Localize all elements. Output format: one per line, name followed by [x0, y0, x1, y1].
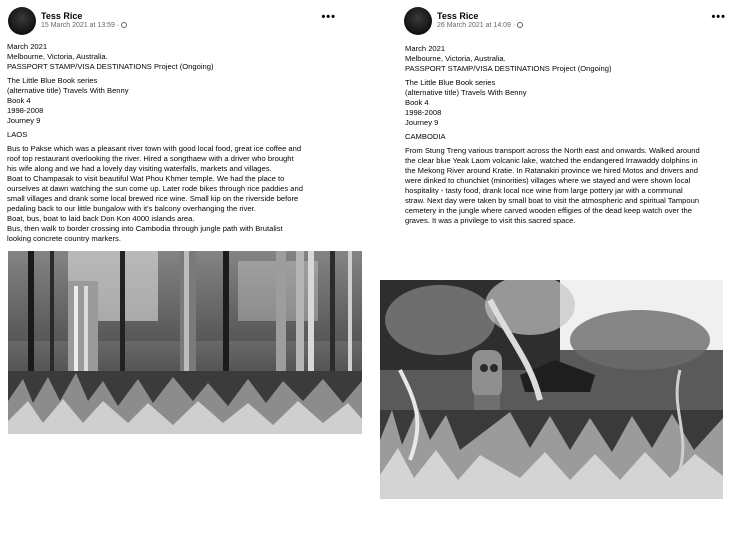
location-heading: LAOS — [7, 130, 28, 139]
author-name[interactable]: Tess Rice — [41, 11, 83, 21]
post-timestamp[interactable]: 15 March 2021 at 13:59 · — [41, 22, 127, 29]
more-options-icon[interactable]: ••• — [321, 11, 336, 23]
globe-icon — [121, 22, 127, 28]
post-header — [0, 0, 360, 42]
avatar[interactable] — [8, 7, 36, 35]
cemetery-photo-graphic — [380, 280, 723, 499]
post-photo-cemetery[interactable] — [380, 280, 723, 499]
more-options-icon[interactable]: ••• — [711, 11, 726, 23]
post-photo-forest[interactable] — [8, 251, 362, 434]
author-name[interactable]: Tess Rice — [437, 11, 479, 21]
avatar[interactable] — [404, 7, 432, 35]
location-heading: CAMBODIA — [405, 132, 446, 141]
forest-photo-graphic — [8, 251, 362, 434]
post-header — [376, 0, 732, 42]
globe-icon — [517, 22, 523, 28]
post-cambodia — [376, 0, 732, 225]
post-laos — [0, 0, 360, 243]
post-text: March 2021 Melbourne, Victoria, Australia. PASSPORT STAMP/VISA DESTINATIONS Project (Ongoing) The Little Blue Book series (alternative title) Travels With Benny Book 4 1998-2008 Journey 9 CAMBODIA From Stung Treng various transport across the North east and onwards. Walked around the clear blue Yeak Laom volcanic lake, watched the endangered Irrawaddy dolphins in the Mekong River around Kratie. In Ratanakiri province we hired Motos and drivers and were dinked to chunchiet (minorities) villages where we stayed and were shown local hospitality - tasty food, drank local rice wine from large pottery jar with a communal straw. Next day were taken by small boat to visit the atmospheric and spiritual Tampoun cemetery in the jungle where carved wooden effigies of the dead keep watch over the graves. It was a privilege to visit this sacred space. — [405, 44, 732, 226]
post-timestamp[interactable]: 26 March 2021 at 14:09 · — [437, 22, 523, 29]
post-text: March 2021 Melbourne, Victoria, Australia. PASSPORT STAMP/VISA DESTINATIONS Project (Ongoing) The Little Blue Book series (alternative title) Travels With Benny Book 4 1998-2008 Journey 9 LAOS Bus to Pakse which was a pleasant river town with good local food, great ice coffee and roof top restaurant overlooking the river. Hired a songthaew with a driver who brought his wife along and we had a lovely day visiting waterfalls, markets and villages. Boat to Champasak to visit beautiful Wat Phou Khmer temple. We had the place to ourselves at dawn watching the sun come up. Later rode bikes through rice paddies and small villages and drank some local brewed rice wine. Small kip on the riverside before pedaling back to our little bungalow with it's balcony overhanging the river. Boat, bus, boat to laid back Don Kon 4000 islands area. Bus, then walk to border crossing into Cambodia through jungle path with Brutalist looking concrete country markers. — [7, 42, 357, 244]
